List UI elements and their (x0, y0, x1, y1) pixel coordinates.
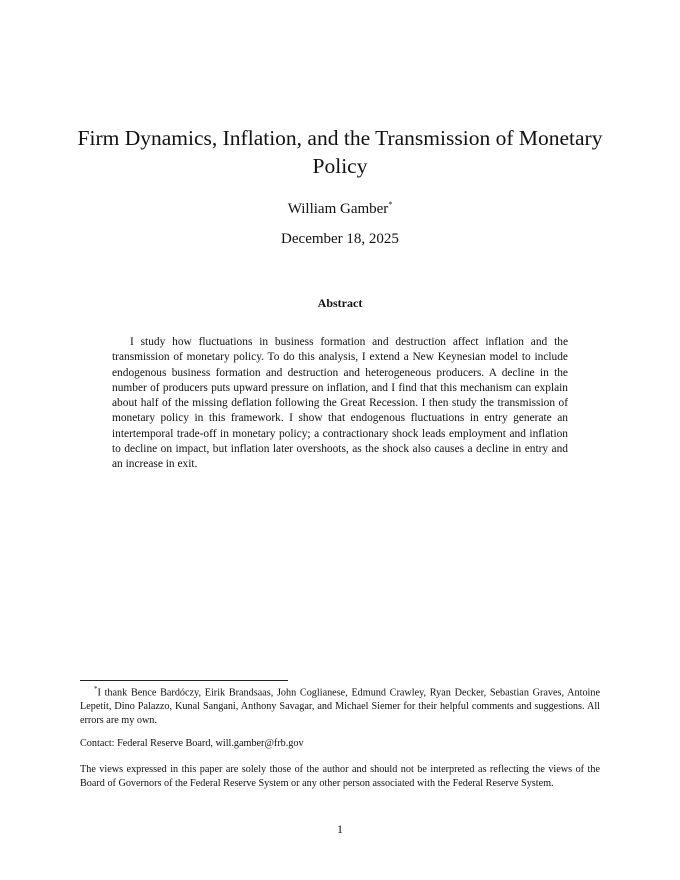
footnote-contact: Contact: Federal Reserve Board, will.gamber@frb.gov (80, 738, 304, 749)
footnote-acknowledgements (80, 683, 600, 727)
footnote-disclaimer: The views expressed in this paper are solely those of the author and should not be interpreted as reflecting the views of the Board of Governors of the Federal Reserve System or any other person associated with the Federal Reserve System. (80, 764, 600, 789)
abstract-text: I study how fluctuations in business formation and destruction affect inflation and the transmission of monetary policy. To do this analysis, I extend a New Keynesian model to include endogenous business formation and destruction and heterogeneous producers. A decline in the number of producers puts upward pressure on inflation, and I find that this mechanism can explain about half of the missing deflation following the Great Recession. I then study the transmission of monetary policy in this framework. I show that endogenous fluctuations in entry generate an intertemporal trade-off in monetary policy; a contractionary shock leads employment and inflation to decline on impact, but inflation later overshoots, as the shock also causes a decline in entry and an increase in exit. (112, 336, 568, 471)
author-footnote-mark[interactable]: * (388, 200, 393, 209)
footnote-mark: * (94, 685, 98, 693)
author-name: William Gamber (287, 201, 389, 217)
paper-title: Firm Dynamics, Inflation, and the Transmission of Monetary Policy (77, 126, 603, 178)
author-line (0, 200, 680, 218)
footnote-divider (80, 680, 288, 681)
footnote-thanks-text: I thank Bence Bardóczy, Eirik Brandsaas, John Coglianese, Edmund Crawley, Ryan Decker, Sebastian Graves, Antoine Lepetit, Dino Palazzo, Kunal Sangani, Anthony Savagar, and Michael Siemer for their helpful comments and suggestions. All errors are my own. (80, 687, 600, 726)
abstract-heading: Abstract (317, 296, 363, 310)
page-number: 1 (337, 822, 343, 836)
paper-date: December 18, 2025 (281, 231, 399, 247)
